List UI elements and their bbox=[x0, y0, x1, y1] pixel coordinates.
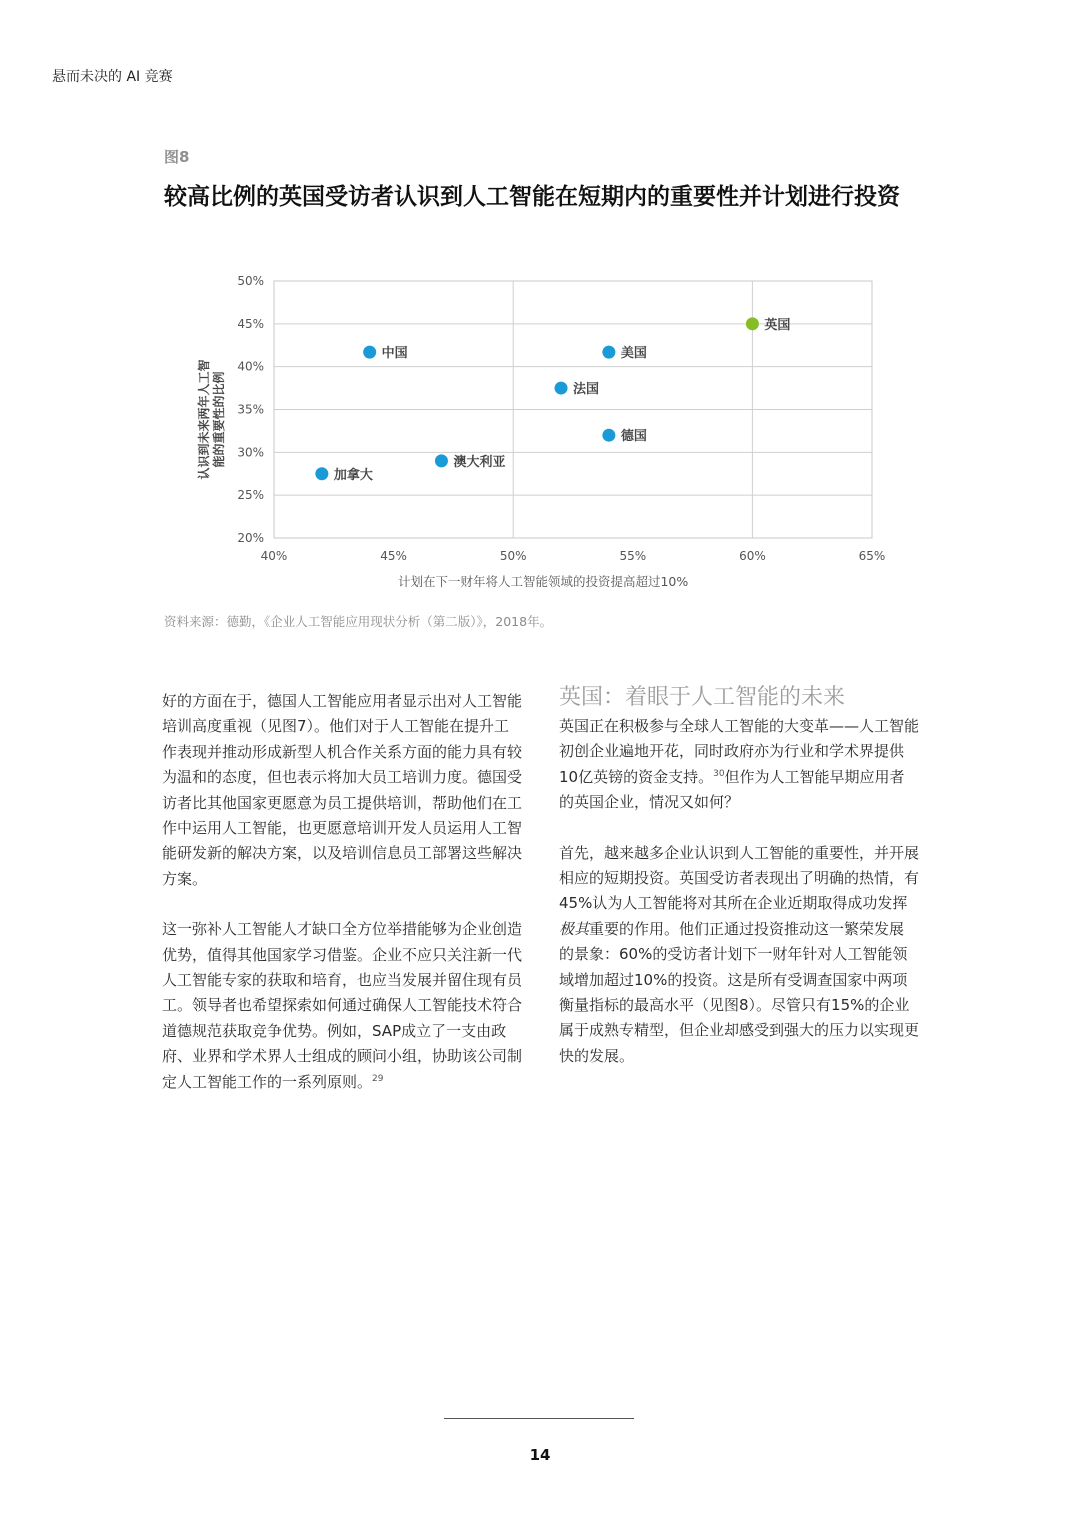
data-point bbox=[363, 346, 376, 359]
right-paragraph-2-b: 重要的作用。他们正通过投资推动这一繁荣发展的景象：60%的受访者计划下一财年针对人工智能领域增加超过10%的投资。这是所有受调查国家中两项衡量指标的最高水平（见图8）。尽管只有15%的企业属于成熟专精型，但企业却感受到强大的压力以实现更快的发展。 bbox=[559, 919, 920, 1065]
right-paragraph-1 bbox=[559, 714, 919, 816]
data-point-label: 法国 bbox=[573, 382, 600, 398]
y-axis-label-line-1: 认识到未来两年人工智 bbox=[197, 359, 211, 480]
y-tick-label: 40% bbox=[237, 359, 264, 374]
footnote-29: 29 bbox=[372, 1073, 384, 1084]
right-paragraph-2 bbox=[559, 841, 919, 1070]
running-title: 悬而未决的 AI 竞赛 bbox=[52, 69, 173, 85]
x-tick-label: 50% bbox=[499, 549, 527, 563]
right-paragraph-2-emphasis: 极其 bbox=[559, 919, 590, 938]
y-tick-label: 25% bbox=[237, 488, 264, 503]
y-tick-label: 20% bbox=[237, 531, 264, 545]
data-point-label: 中国 bbox=[381, 346, 408, 362]
page-number: 14 bbox=[529, 1446, 551, 1464]
data-point-label: 加拿大 bbox=[333, 467, 373, 483]
right-paragraph-2-a: 首先，越来越多企业认识到人工智能的重要性，并开展相应的短期投资。英国受访者表现出了明确的热情，有45%认为人工智能将对其所在企业近期取得成功发挥 bbox=[559, 843, 920, 913]
data-point-label: 德国 bbox=[620, 429, 647, 445]
data-point bbox=[315, 467, 328, 480]
y-tick-label: 50% bbox=[237, 274, 264, 288]
left-column bbox=[162, 689, 522, 1120]
left-paragraph-2 bbox=[162, 917, 522, 1095]
x-tick-label: 45% bbox=[380, 549, 407, 563]
scatter-chart bbox=[150, 262, 910, 602]
right-paragraph-1-tail: 但作为人工智能早期应用者的英国企业，情况又如何？ bbox=[559, 767, 905, 812]
y-tick-label: 45% bbox=[237, 316, 264, 331]
y-tick-label: 30% bbox=[237, 445, 264, 460]
data-point-label: 美国 bbox=[620, 346, 647, 362]
data-point bbox=[602, 429, 615, 442]
data-point-label: 英国 bbox=[764, 317, 791, 333]
left-paragraph-2-text: 这一弥补人工智能人才缺口全方位举措能够为企业创造优势，值得其他国家学习借鉴。企业不应只关注新一代人工智能专家的获取和培育，也应当发展并留住现有员工。领导者也希望探索如何通过确保人工智能技术符合道德规范获取竞争优势。例如，SAP成立了一支由政府、业界和学术界人士组成的顾问小组，协助该公司制定人工智能工作的一系列原则。 bbox=[162, 920, 523, 1091]
x-tick-label: 55% bbox=[619, 549, 647, 563]
footnote-30: 30 bbox=[713, 768, 725, 779]
section-heading-uk: 英国：着眼于人工智能的未来 bbox=[559, 685, 846, 710]
data-point-label: 澳大利亚 bbox=[453, 454, 506, 470]
data-point bbox=[435, 454, 448, 467]
left-paragraph-1: 好的方面在于，德国人工智能应用者显示出对人工智能培训高度重视（见图7）。他们对于人工智能在提升工作表现并推动形成新型人机合作关系方面的能力具有较为温和的态度，但也表示将加大员工培训力度。德国受访者比其他国家更愿意为员工提供培训，帮助他们在工作中运用人工智能，也更愿意培训开发人员运用人工智能研发新的解决方案，以及培训信息员工部署这些解决方案。 bbox=[162, 692, 523, 888]
y-axis-label-line-2: 能的重要性的比例 bbox=[212, 371, 226, 468]
y-tick-label: 35% bbox=[237, 402, 264, 417]
x-axis-label: 计划在下一财年将人工智能领域的投资提高超过10% bbox=[397, 574, 689, 589]
figure-label: 图8 bbox=[164, 148, 190, 166]
x-tick-label: 65% bbox=[858, 549, 886, 563]
data-point bbox=[602, 346, 615, 359]
data-point bbox=[555, 382, 568, 395]
x-tick-label: 60% bbox=[739, 549, 766, 563]
figure-title: 较高比例的英国受访者认识到人工智能在短期内的重要性并计划进行投资 bbox=[164, 184, 900, 210]
data-point bbox=[746, 317, 759, 330]
figure-source: 资料来源：德勤，《企业人工智能应用现状分析（第二版）》，2018年。 bbox=[164, 614, 553, 629]
x-tick-label: 40% bbox=[260, 549, 288, 563]
footer-rule bbox=[444, 1418, 634, 1419]
right-column bbox=[559, 685, 920, 1094]
right-paragraph-1-text: 英国正在积极参与全球人工智能的大变革——人工智能初创企业遍地开花，同时政府亦为行业和学术界提供10亿英镑的资金支持。 bbox=[559, 717, 920, 786]
